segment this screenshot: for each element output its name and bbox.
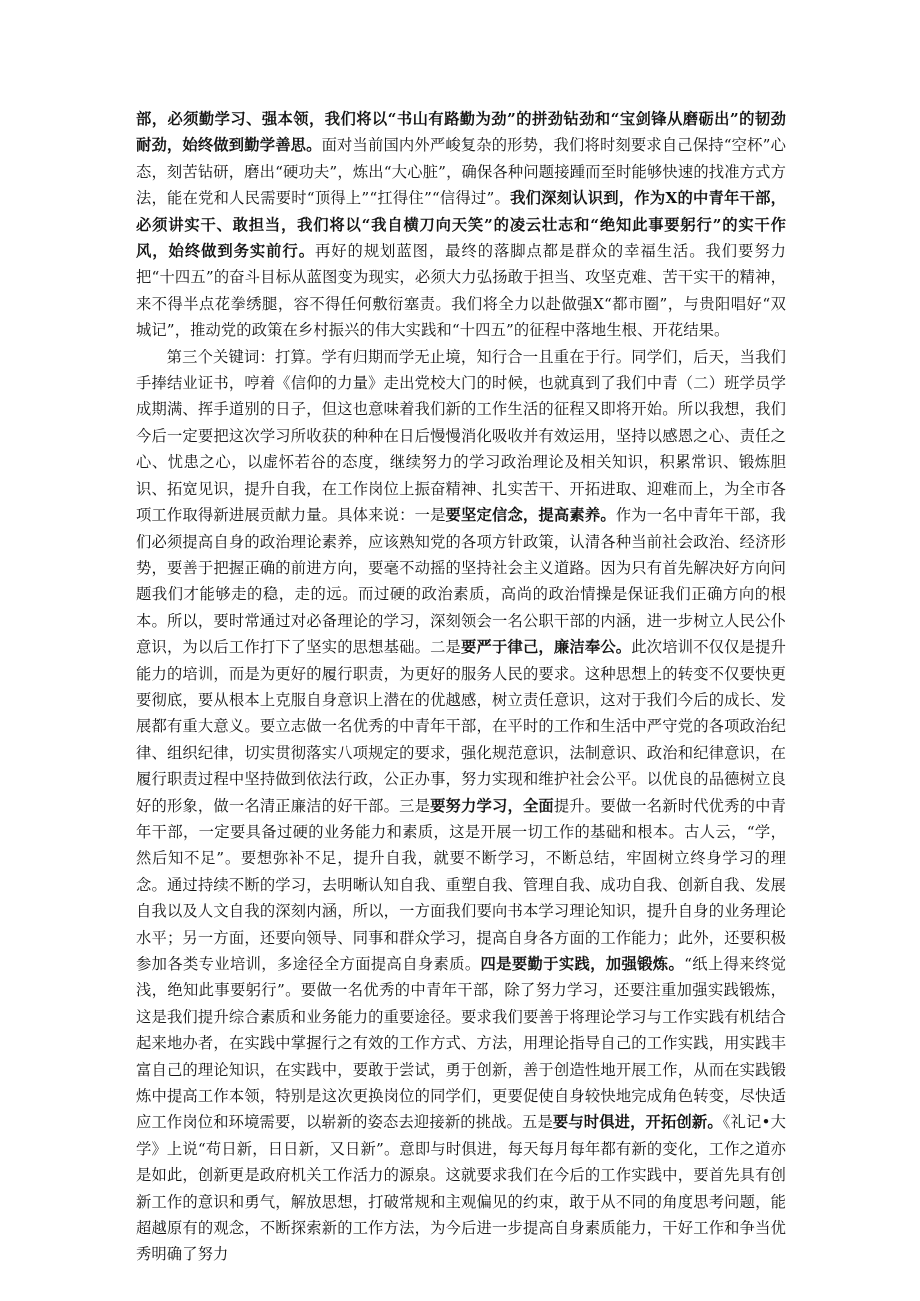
- paragraph-1: [136, 106, 786, 344]
- text-segment: 《礼记•大学》上说“苟日新，日日新，又日新”。意即与时俱进，每天每月每年都有新的变化，工作之道亦是如此，创新更是政府机关工作活力的源泉。这就要求我们在今后的工作实践中，要首先具有创新工作的意识和勇气，解放思想，打破常规和主观偏见的约束，敢于从不同的角度思考问题，能超越原有的观念，不断探索新的工作方法，为今后进一步提高自身素质能力，干好工作和争当优秀明确了努力: [136, 1113, 787, 1264]
- paragraph-2: [136, 344, 786, 1268]
- text-segment: 此次培训不仅仅是提升能力的培训，而是为更好的履行职责，为更好的服务人民的要求。这种思想上的转变不仅要快更要彻底，要从根本上克服自身意识上潜在的优越感，树立责任意识，这对于我们今后的成长、发展都有重大意义。要立志做一名优秀的中青年干部，在平时的工作和生活中严守党的各项政治纪律、组织纪律，切实贯彻落实八项规定的要求，强化规范意识，法制意识、政治和纪律意识，在履行职责过程中坚持做到依法行政，公正办事，努力实现和维护社会公平。以优良的品德树立良好的形象，做一名清正廉洁的好干部。三是: [136, 638, 786, 815]
- text-segment: 第三个关键词：打算。学有归期而学无止境，知行合一且重在于行。同学们，后天，当我们手捧结业证书，哼着《信仰的力量》走出党校大门的时候，也就真到了我们中青（二）班学员学成期满、挥手道别的日子，但这也意味着我们新的工作生活的征程又即将开始。所以我想，我们今后一定要把这次学习所收获的种种在日后慢慢消化吸收并有效运用，坚持以感恩之心、责任之心、忧患之心，以虚怀若谷的态度，继续努力的学习政治理论及相关知识，积累常识、锻炼胆识、拓宽见识，提升自我，在工作岗位上振奋精神、扎实苦干、开拓进取、迎难而上，为全市各项工作取得新进展贡献力量。具体来说：一是: [136, 347, 786, 525]
- text-segment: 提升。要做一名新时代优秀的中青年干部，一定要具备过硬的业务能力和素质，这是开展一切工作的基础和根本。古人云，“学，然后知不足”。要想弥补不足，提升自我，就要不断学习，不断总结，牢固树立终身学习的理念。通过持续不断的学习，去明晰认知自我、重塑自我、管理自我、成功自我、创新自我、发展自我以及人文自我的深刻内涵，所以，一方面我们要向书本学习理论知识，提升自身的业务理论水平；另一方面，还要向领导、同事和群众学习，提高自身各方面的工作能力；此外，还要积极参加各类专业培训，多途径全方面提高自身素质。: [136, 796, 786, 973]
- text-segment: “纸上得来终觉浅，绝知此事要躬行”。要做一名优秀的中青年干部，除了努力学习，还要注重加强实践锻炼，这是我们提升综合素质和业务能力的重要途径。要求我们要善于将理论学习与工作实践有机结合起来地办者，在实践中掌握行之有效的工作方式、方法，用理论指导自己的工作实践，用实践丰富自己的理论知识，在实践中，要敢于尝试，勇于创新，善于创造性地开展工作，从而在实践锻炼中提高工作本领，特别是这次更换岗位的同学们，更要促使自身较快地完成角色转变，尽快适应工作岗位和环境需要，以崭新的姿态去迎接新的挑战。五是: [136, 955, 787, 1132]
- text-segment: 面对当前国内外严峻复杂的形势，我们将时刻要求自己保持“空杯”心态，刻苦钻研，磨出“硬功夫”，炼出“大心脏”，确保各种问题接踵而至时能够快速的找准方式方法，能在党和人民需要时“顶得上”“扛得住”“信得过”。: [136, 136, 786, 208]
- text-segment-bold: 四是要勤于实践，加强锻炼。: [480, 955, 685, 973]
- document-page: [136, 106, 786, 1268]
- text-segment-bold: 要与时俱进，开拓创新。: [552, 1113, 723, 1132]
- text-segment: 作为一名中青年干部，我们必须提高自身的政治理论素养，应该熟知党的各项方针政策，认清各种当前社会政治、经济形势，要善于把握正确的前进方向，要毫不动摇的坚持社会主义道路。因为只有首先解决好方向问题我们才能够走的稳，走的远。而过硬的政治素质，高尚的政治情操是保证我们正确方向的根本。所以，要时常通过对必备理论的学习，深刻领会一名公职干部的内涵，进一步树立人民公仆意识，为以后工作打下了坚实的思想基础。二是: [136, 506, 786, 657]
- text-segment-bold: 要严于律己，廉洁奉公。: [461, 638, 632, 657]
- text-segment-bold: 我们深刻认识到，作为X的中青年干部，必须讲实干、敢担当，我们将以“我自横刀向天笑”的凌云壮志和“绝知此事要躬行”的实干作风，始终做到务实前行。: [136, 189, 787, 261]
- text-segment-bold: 要坚定信念，提高素养。: [445, 506, 616, 525]
- text-segment-bold: 部，必须勤学习、强本领，我们将以“书山有路勤为劲”的拼劲钻劲和“宝剑锋从磨砺出”的韧劲耐劲，始终做到勤学善思。: [136, 110, 786, 155]
- text-segment: 再好的规划蓝图，最终的落脚点都是群众的幸福生活。我们要努力把“十四五”的奋斗目标从蓝图变为现实，必须大力弘扬敢于担当、攻坚克难、苦干实干的精神，来不得半点花拳绣腿，容不得任何敷衍塞责。我们将全力以赴做强X“都市圈”，与贵阳唱好“双城记”，推动党的政策在乡村振兴的伟大实践和“十四五”的征程中落地生根、开花结果。: [136, 242, 786, 340]
- text-segment-bold: 要努力学习，全面: [430, 796, 554, 815]
